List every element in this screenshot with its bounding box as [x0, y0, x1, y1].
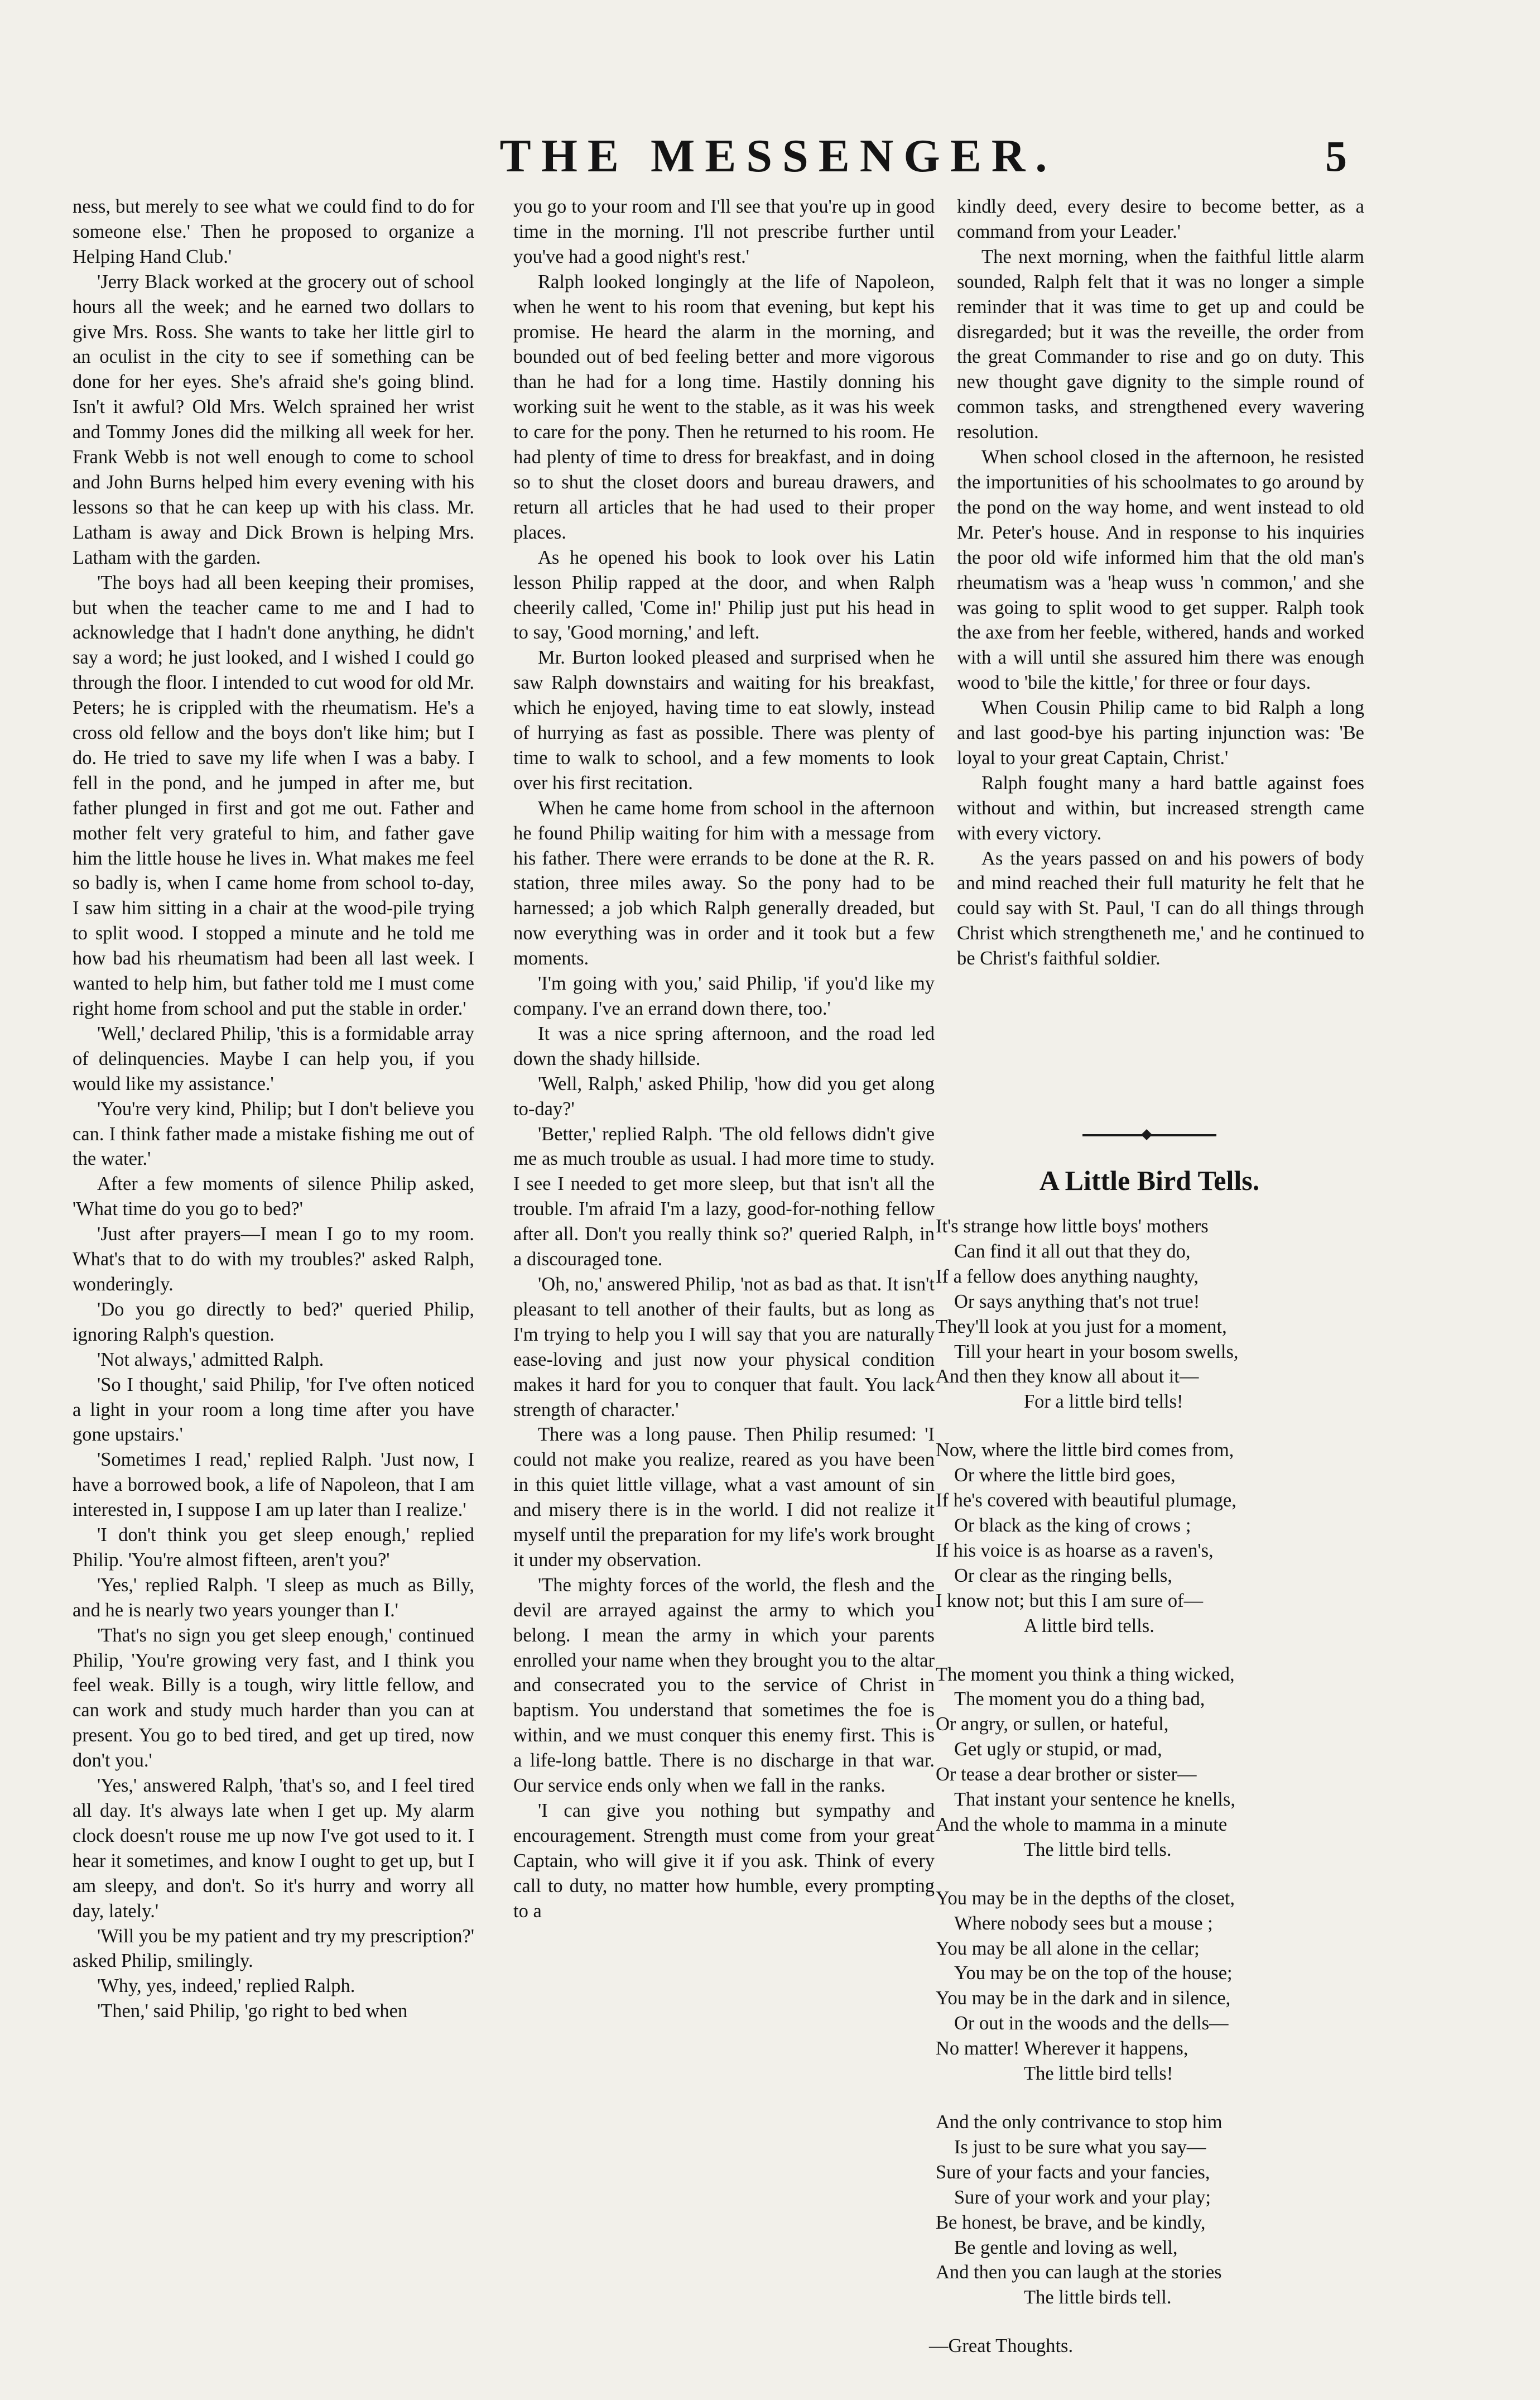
- article-paragraph: you go to your room and I'll see that you're up in good time in the morning. I'll not prescribe further until you've had a good night's rest.': [513, 196, 935, 267]
- poem-line: Sure of your work and your play;: [954, 2186, 1211, 2208]
- masthead-title: THE MESSENGER.: [499, 130, 1057, 182]
- poem-line: Or tease a dear brother or sister—: [936, 1764, 1197, 1785]
- poem-line: Or out in the woods and the dells—: [954, 2013, 1229, 2034]
- poem-line: A little bird tells.: [1024, 1615, 1154, 1636]
- poem-line: And the only contrivance to stop him: [936, 2111, 1223, 2133]
- article-paragraph: The next morning, when the faithful little alarm sounded, Ralph felt that it was no longer a simple reminder that it was time to get up and could be disregarded; but it was the reveille, the order from the great Commander to rise and go on duty. This new thought gave dignity to the simple round of common tasks, and strengthened every wavering resolution.: [957, 246, 1364, 443]
- poem-line: The little birds tell.: [1024, 2287, 1172, 2308]
- article-paragraph: 'The boys had all been keeping their promises, but when the teacher came to me and I had to acknowledge that I hadn't done anything, he didn't say a word; he just looked, and I wished I could go through the floor. I intended to cut wood for old Mr. Peters; he is crippled with the rheumatism. He's a cross old fellow and the boys don't like him; but I do. He tried to save my life when I was a baby. I fell in the pond, and he jumped in after me, but father plunged in first and got me out. Father and mother felt very grateful to him, and father gave him the little house he lives in. What makes me feel so badly is, when I came home from school to-day, I saw him sitting in a chair at the wood-pile trying to split wood. I stopped a minute and he told me how bad his rheumatism had been all last week. I wanted to help him, but father told me I must come right home from school and put the stable in order.': [73, 572, 474, 1019]
- poem-line: The moment you do a thing bad,: [954, 1688, 1205, 1710]
- article-paragraph: After a few moments of silence Philip asked, 'What time do you go to bed?': [73, 1173, 474, 1220]
- article-paragraph: 'Oh, no,' answered Philip, 'not as bad as that. It isn't pleasant to tell another of their faults, but as long as I'm trying to help you I will say that you are naturally ease-loving and just now your physical condition makes it hard for you to conquer that fault. You lack strength of character.': [513, 1273, 935, 1420]
- article-paragraph: 'Not always,' admitted Ralph.: [97, 1348, 324, 1370]
- poem-stanza: [929, 2110, 1375, 2310]
- article-column-1: [73, 194, 474, 2024]
- poem-line: You may be all alone in the cellar;: [936, 1937, 1200, 1959]
- poem-line: Till your heart in your bosom swells,: [954, 1341, 1239, 1362]
- article-paragraph: 'Just after prayers—I mean I go to my room. What's that to do with my troubles?' asked Ralph, wonderingly.: [73, 1223, 474, 1295]
- article-paragraph: 'Why, yes, indeed,' replied Ralph.: [97, 1975, 355, 1997]
- divider-ornament: [1141, 1129, 1152, 1140]
- article-paragraph: 'Well,' declared Philip, 'this is a formidable array of delinquencies. Maybe I can help you, if you would like my assistance.': [73, 1023, 474, 1095]
- poem-line: Or clear as the ringing bells,: [954, 1564, 1172, 1586]
- poem-line: If his voice is as hoarse as a raven's,: [936, 1539, 1214, 1561]
- poem-line: Get ugly or stupid, or mad,: [954, 1739, 1162, 1760]
- article-paragraph: It was a nice spring afternoon, and the road led down the shady hillside.: [513, 1023, 935, 1069]
- article-paragraph: Ralph looked longingly at the life of Napoleon, when he went to his room that evening, but kept his promise. He heard the alarm in the morning, and bounded out of bed feeling better and more vigorous than he had for a long time. Hastily donning his working suit he went to the stable, as it was his week to care for the pony. Then he returned to his room. He had plenty of time to dress for breakfast, and in doing so to shut the closet doors and bureau drawers, and return all articles that he had used to their proper places.: [513, 271, 935, 543]
- poem-line: Be gentle and loving as well,: [954, 2236, 1178, 2258]
- poem-line: If a fellow does anything naughty,: [936, 1265, 1199, 1287]
- article-paragraph: 'Yes,' replied Ralph. 'I sleep as much as Billy, and he is nearly two years younger than I.': [73, 1574, 474, 1621]
- poem-line: Can find it all out that they do,: [954, 1240, 1191, 1262]
- article-column-2: [513, 194, 935, 1924]
- article-paragraph: 'Well, Ralph,' asked Philip, 'how did you get along to-day?': [513, 1073, 935, 1120]
- poem-line: And then you can laugh at the stories: [936, 2262, 1222, 2283]
- poem-line: If he's covered with beautiful plumage,: [936, 1490, 1236, 1511]
- poem-line: And the whole to mamma in a minute: [936, 1813, 1228, 1835]
- page-number: 5: [1325, 132, 1347, 180]
- article-paragraph: 'Then,' said Philip, 'go right to bed when: [97, 2000, 408, 2022]
- article-paragraph: 'Sometimes I read,' replied Ralph. 'Just now, I have a borrowed book, a life of Napoleon, that I am interested in, I suppose I am up later than I realize.': [73, 1449, 474, 1521]
- poem-line: I know not; but this I am sure of—: [936, 1590, 1204, 1611]
- poem-stanza: [929, 1438, 1375, 1638]
- poem-line: Is just to be sure what you say—: [954, 2136, 1206, 2158]
- article-paragraph: 'That's no sign you get sleep enough,' continued Philip, 'You're growing very fast, and I think you feel weak. Billy is a tough, wiry little fellow, and can work and study much harder than you can at present. You go to bed tired, and get up tired, now don't you.': [73, 1624, 474, 1772]
- article-paragraph: When school closed in the afternoon, he resisted the importunities of his schoolmates to go around by the pond on the way home, and went instead to old Mr. Peter's house. And in response to his inquiries the poor old wife informed him that the old man's rheumatism was a 'heap wuss 'n common,' and she was going to split wood to get supper. Ralph took the axe from her feeble, withered, hands and worked with a will until she assured him there was enough wood to 'bile the kittle,' for three or four days.: [957, 447, 1364, 694]
- poem-line: For a little bird tells!: [1024, 1391, 1183, 1413]
- article-column-3: [957, 194, 1364, 971]
- article-paragraph: 'Will you be my patient and try my prescription?' asked Philip, smilingly.: [73, 1925, 474, 1972]
- article-paragraph: When he came home from school in the afternoon he found Philip waiting for him with a message from his father. There were errands to be done at the R. R. station, three miles away. So the pony had to be harnessed; a job which Ralph generally dreaded, but now everything was in order and it took but a few moments.: [513, 797, 935, 969]
- poem-line: And then they know all about it—: [936, 1366, 1199, 1388]
- article-paragraph: There was a long pause. Then Philip resumed: 'I could not make you realize, reared as you have been in this quiet little village, what a vast amount of sin and misery there is in the world. I did not realize it myself until the preparation for my life's work brought it under my observation.: [513, 1424, 935, 1571]
- article-paragraph: 'The mighty forces of the world, the flesh and the devil are arrayed against the army to which you belong. I mean the army in which your parents enrolled your name when they brought you to the altar and consecrated you to the service of Christ in baptism. You understand that sometimes the foe is within, and we must conquer this enemy first. This is a life-long battle. There is no discharge in that war. Our service ends only when we fall in the ranks.: [513, 1574, 935, 1797]
- poem-line: Where nobody sees but a mouse ;: [954, 1912, 1213, 1934]
- article-paragraph: 'You're very kind, Philip; but I don't believe you can. I think father made a mistake fishing me out of the water.': [73, 1098, 474, 1170]
- poem-line: The moment you think a thing wicked,: [936, 1663, 1235, 1685]
- article-paragraph: kindly deed, every desire to become better, as a command from your Leader.': [957, 196, 1364, 242]
- article-paragraph: 'I don't think you get sleep enough,' replied Philip. 'You're almost fifteen, aren't you?': [73, 1524, 474, 1571]
- poem-line: You may be on the top of the house;: [954, 1962, 1233, 1984]
- page-header: [0, 126, 1540, 187]
- article-paragraph: 'Better,' replied Ralph. 'The old fellows didn't give me as much trouble as usual. I had more time to study. I see I needed to get more sleep, but that isn't all the trouble. I'm afraid I'm a lazy, good-for-nothing fellow after all. Don't you really think so?' queried Ralph, in a discouraged tone.: [513, 1123, 935, 1270]
- poem-line: Or says anything that's not true!: [954, 1290, 1200, 1312]
- poem-line: No matter! Wherever it happens,: [936, 2038, 1188, 2060]
- poem-line: Or black as the king of crows ;: [954, 1514, 1191, 1536]
- poem-line: It's strange how little boys' mothers: [936, 1216, 1209, 1237]
- poem-line: Or angry, or sullen, or hateful,: [936, 1713, 1169, 1735]
- poem-line: Or where the little bird goes,: [954, 1465, 1176, 1486]
- poem-line: The little bird tells.: [1024, 1839, 1172, 1860]
- article-paragraph: 'I can give you nothing but sympathy and encouragement. Strength must come from your great Captain, who will give it if you ask. Think of every call to duty, no matter how humble, every prompting to a: [513, 1800, 935, 1922]
- poem-stanza: [929, 1214, 1375, 1414]
- poem-line: You may be in the depths of the closet,: [936, 1887, 1235, 1909]
- poem-line: Now, where the little bird comes from,: [936, 1439, 1234, 1461]
- poem-line: Be honest, be brave, and be kindly,: [936, 2211, 1206, 2233]
- article-paragraph: 'I'm going with you,' said Philip, 'if you'd like my company. I've an errand down there, too.': [513, 973, 935, 1019]
- article-paragraph: Mr. Burton looked pleased and surprised when he saw Ralph downstairs and waiting for his breakfast, which he enjoyed, having time to eat slowly, instead of hurrying as fast as possible. There was plenty of time to walk to school, and a few moments to look over his first recitation.: [513, 647, 935, 794]
- poem-line: That instant your sentence he knells,: [954, 1789, 1235, 1811]
- poem-line: You may be in the dark and in silence,: [936, 1988, 1231, 2009]
- article-paragraph: As the years passed on and his powers of body and mind reached their full maturity he felt that he could say with St. Paul, 'I can do all things through Christ which strengtheneth me,' and he continued to be Christ's faithful soldier.: [957, 847, 1364, 969]
- poem-line: They'll look at you just for a moment,: [936, 1316, 1227, 1337]
- poem-line: The little bird tells!: [1024, 2063, 1173, 2085]
- poem-stanza: [929, 1662, 1375, 1863]
- poem-line: Sure of your facts and your fancies,: [936, 2161, 1210, 2183]
- poem-body: [929, 1214, 1375, 2359]
- poem-title: A Little Bird Tells.: [1039, 1165, 1260, 1196]
- article-paragraph: As he opened his book to look over his Latin lesson Philip rapped at the door, and when Ralph cheerily called, 'Come in!' Philip just put his head in to say, 'Good morning,' and left.: [513, 546, 935, 644]
- article-paragraph: 'Yes,' answered Ralph, 'that's so, and I feel tired all day. It's always late when I get up. My alarm clock doesn't rouse me up now I've got used to it. I hear it sometimes, and know I ought to get up, but I am sleepy, and don't. So it's hurry and worry all day, lately.': [73, 1775, 474, 1922]
- poem-stanza: [929, 1886, 1375, 2086]
- article-paragraph: 'So I thought,' said Philip, 'for I've often noticed a light in your room a long time after you have gone upstairs.': [73, 1374, 474, 1446]
- article-paragraph: When Cousin Philip came to bid Ralph a long and last good-bye his parting injunction was: 'Be loyal to your great Captain, Christ.': [957, 697, 1364, 769]
- article-paragraph: ness, but merely to see what we could find to do for someone else.' Then he proposed to organize a Helping Hand Club.': [73, 196, 474, 267]
- poem-credit: —Great Thoughts.: [929, 2335, 1074, 2357]
- article-paragraph: 'Jerry Black worked at the grocery out of school hours all the week; and he earned two dollars to give Mrs. Ross. She wants to take her little girl to an oculist in the city to see if something can be done for her eyes. She's afraid she's going blind. Isn't it awful? Old Mrs. Welch sprained her wrist and Tommy Jones did the milking all week for her. Frank Webb is not well enough to come to school and John Burns helped him every evening with his lessons so that he can keep up with his class. Mr. Latham is away and Dick Brown is helping Mrs. Latham with the garden.: [73, 271, 474, 568]
- article-paragraph: 'Do you go directly to bed?' queried Philip, ignoring Ralph's question.: [73, 1298, 474, 1345]
- article-paragraph: Ralph fought many a hard battle against foes without and within, but increased strength came with every victory.: [957, 772, 1364, 844]
